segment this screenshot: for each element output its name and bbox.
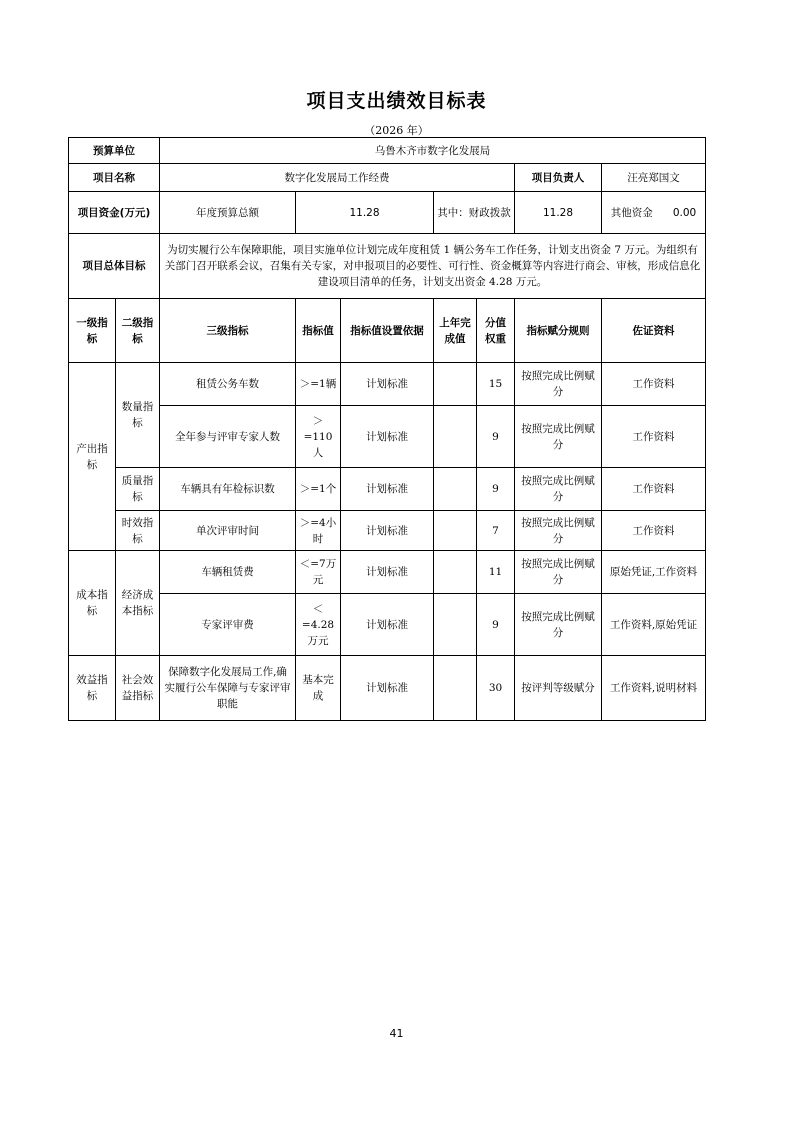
budget-unit-row bbox=[69, 138, 706, 164]
goal-row bbox=[69, 234, 706, 299]
table-row bbox=[69, 406, 706, 468]
other-funds-label: 其他资金 bbox=[610, 206, 653, 219]
indicator-name: 专家评审费 bbox=[160, 594, 296, 656]
group-economic-cost: 经济成本指标 bbox=[116, 551, 160, 656]
performance-table bbox=[68, 137, 706, 721]
header-level1: 一级指标 bbox=[69, 299, 116, 363]
year-label: （2026 年） bbox=[364, 124, 429, 137]
indicator-rule: 按照完成比例赋分 bbox=[515, 468, 602, 511]
project-name-row bbox=[69, 164, 706, 192]
header-basis: 指标值设置依据 bbox=[341, 299, 434, 363]
indicator-evidence: 工作资料 bbox=[602, 363, 706, 406]
fiscal-value: 11.28 bbox=[515, 192, 602, 234]
indicator-rule: 按照完成比例赋分 bbox=[515, 363, 602, 406]
table-row bbox=[69, 594, 706, 656]
header-evidence: 佐证资料 bbox=[602, 299, 706, 363]
header-row bbox=[69, 299, 706, 363]
indicator-value: ＜=4.28万元 bbox=[296, 594, 341, 656]
indicator-basis: 计划标准 bbox=[341, 363, 434, 406]
indicator-last-year bbox=[434, 363, 477, 406]
indicator-last-year bbox=[434, 468, 477, 511]
indicator-value: 基本完成 bbox=[296, 656, 341, 721]
indicator-last-year bbox=[434, 406, 477, 468]
indicator-value: ＞=110人 bbox=[296, 406, 341, 468]
indicator-basis: 计划标准 bbox=[341, 406, 434, 468]
indicator-rule: 按照完成比例赋分 bbox=[515, 594, 602, 656]
indicator-weight: 11 bbox=[477, 551, 515, 594]
indicator-basis: 计划标准 bbox=[341, 511, 434, 551]
fiscal-label: 其中：财政拨款 bbox=[434, 192, 515, 234]
indicator-weight: 15 bbox=[477, 363, 515, 406]
header-last-year: 上年完成值 bbox=[434, 299, 477, 363]
indicator-evidence: 工作资料,说明材料 bbox=[602, 656, 706, 721]
indicator-evidence: 工作资料,原始凭证 bbox=[602, 594, 706, 656]
group-timeliness: 时效指标 bbox=[116, 511, 160, 551]
indicator-name: 单次评审时间 bbox=[160, 511, 296, 551]
indicator-last-year bbox=[434, 656, 477, 721]
indicator-value: ＞=4小时 bbox=[296, 511, 341, 551]
other-funds bbox=[602, 192, 706, 234]
indicator-name: 车辆租赁费 bbox=[160, 551, 296, 594]
group-quality: 质量指标 bbox=[116, 468, 160, 511]
header-level3: 三级指标 bbox=[160, 299, 296, 363]
indicator-last-year bbox=[434, 594, 477, 656]
indicator-evidence: 原始凭证,工作资料 bbox=[602, 551, 706, 594]
project-leader-label: 项目负责人 bbox=[515, 164, 602, 192]
indicator-evidence: 工作资料 bbox=[602, 468, 706, 511]
header-weight: 分值权重 bbox=[477, 299, 515, 363]
indicator-weight: 30 bbox=[477, 656, 515, 721]
project-name-label: 项目名称 bbox=[69, 164, 160, 192]
page-number: 41 bbox=[389, 1027, 404, 1040]
indicator-rule: 按照完成比例赋分 bbox=[515, 511, 602, 551]
indicator-weight: 9 bbox=[477, 594, 515, 656]
indicator-basis: 计划标准 bbox=[341, 468, 434, 511]
funds-label: 项目资金(万元) bbox=[69, 192, 160, 234]
indicator-name: 车辆具有年检标识数 bbox=[160, 468, 296, 511]
group-quantity: 数量指标 bbox=[116, 363, 160, 468]
goal-label: 项目总体目标 bbox=[69, 234, 160, 299]
indicator-weight: 9 bbox=[477, 468, 515, 511]
indicator-weight: 9 bbox=[477, 406, 515, 468]
indicator-basis: 计划标准 bbox=[341, 551, 434, 594]
header-level2: 二级指标 bbox=[116, 299, 160, 363]
group-output: 产出指标 bbox=[69, 363, 116, 551]
indicator-value: ＜=7万元 bbox=[296, 551, 341, 594]
group-benefit: 效益指标 bbox=[69, 656, 116, 721]
indicator-rule: 按照完成比例赋分 bbox=[515, 551, 602, 594]
project-name-value: 数字化发展局工作经费 bbox=[160, 164, 515, 192]
annual-budget-value: 11.28 bbox=[296, 192, 434, 234]
group-cost: 成本指标 bbox=[69, 551, 116, 656]
indicator-weight: 7 bbox=[477, 511, 515, 551]
indicator-value: ＞=1辆 bbox=[296, 363, 341, 406]
indicator-last-year bbox=[434, 551, 477, 594]
budget-unit-value: 乌鲁木齐市数字化发展局 bbox=[160, 138, 706, 164]
table-row bbox=[69, 363, 706, 406]
indicator-basis: 计划标准 bbox=[341, 656, 434, 721]
indicator-rule: 按评判等级赋分 bbox=[515, 656, 602, 721]
indicator-name: 租赁公务车数 bbox=[160, 363, 296, 406]
goal-text: 为切实履行公车保障职能，项目实施单位计划完成年度租赁 1 辆公务车工作任务，计划支出资金 7 万元。为组织有关部门召开联系会议，召集有关专家，对申报项目的必要性、可行性、资金概算等内容进行商会、审核，形成信息化建设项目清单的任务，计划支出资金 4.28 万元。 bbox=[160, 234, 706, 299]
indicator-basis: 计划标准 bbox=[341, 594, 434, 656]
header-value: 指标值 bbox=[296, 299, 341, 363]
header-rule: 指标赋分规则 bbox=[515, 299, 602, 363]
table-row bbox=[69, 511, 706, 551]
project-leader-value: 汪亮郑国文 bbox=[602, 164, 706, 192]
indicator-rule: 按照完成比例赋分 bbox=[515, 406, 602, 468]
page-title: 项目支出绩效目标表 bbox=[306, 90, 487, 112]
indicator-value: ＞=1个 bbox=[296, 468, 341, 511]
annual-budget-label: 年度预算总额 bbox=[160, 192, 296, 234]
budget-unit-label: 预算单位 bbox=[69, 138, 160, 164]
table-row bbox=[69, 468, 706, 511]
table-row bbox=[69, 656, 706, 721]
funds-row bbox=[69, 192, 706, 234]
table-row bbox=[69, 551, 706, 594]
other-funds-value: 0.00 bbox=[672, 206, 697, 219]
indicator-evidence: 工作资料 bbox=[602, 406, 706, 468]
indicator-name: 保障数字化发展局工作,确实履行公车保障与专家评审职能 bbox=[160, 656, 296, 721]
indicator-evidence: 工作资料 bbox=[602, 511, 706, 551]
indicator-name: 全年参与评审专家人数 bbox=[160, 406, 296, 468]
indicator-last-year bbox=[434, 511, 477, 551]
group-social-benefit: 社会效益指标 bbox=[116, 656, 160, 721]
